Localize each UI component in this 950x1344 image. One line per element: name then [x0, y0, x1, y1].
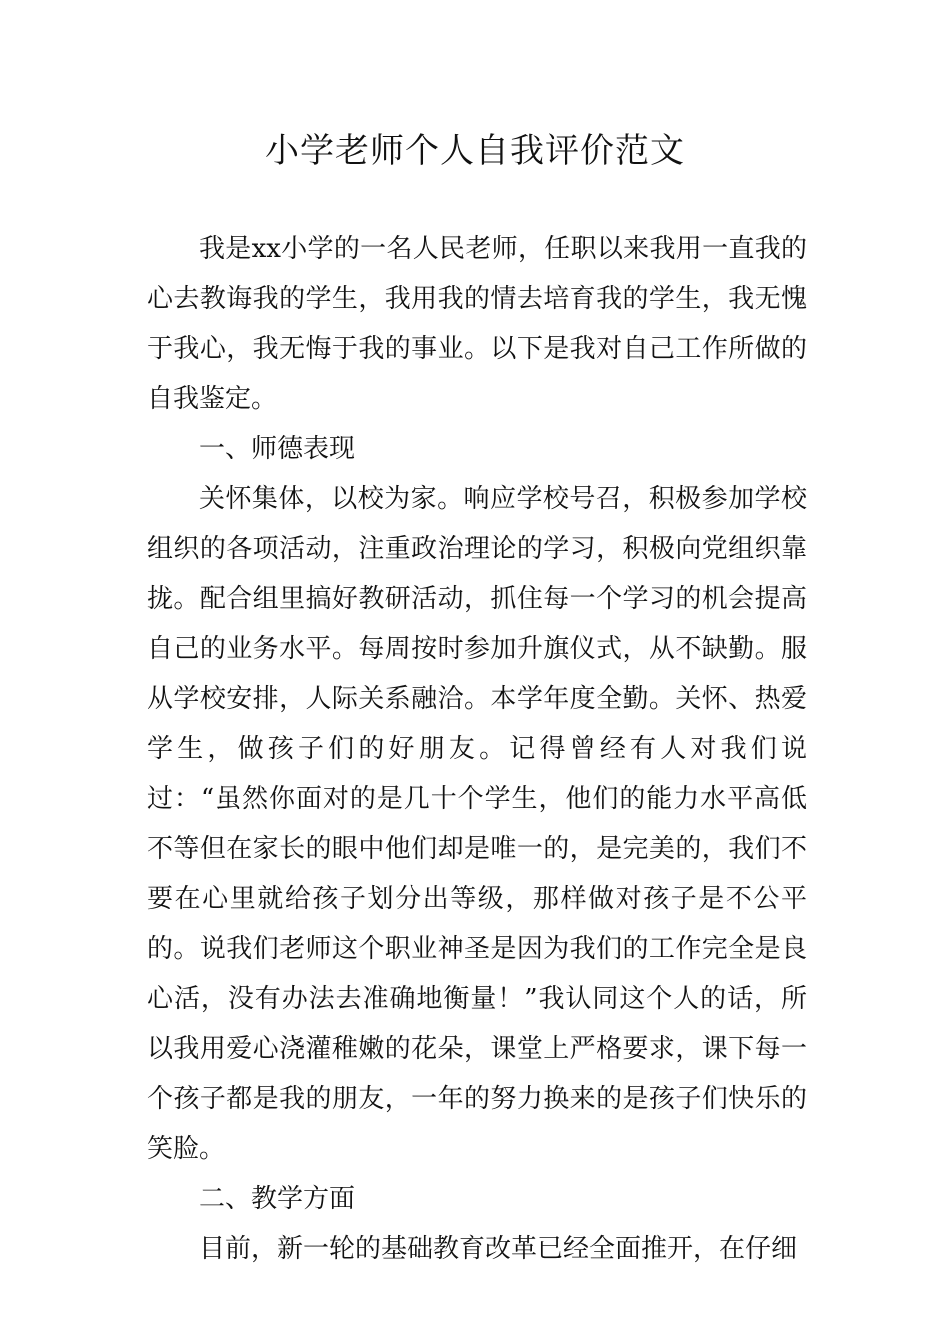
section-heading-ethics: 一、师德表现	[199, 434, 356, 464]
paragraph-teaching: 目前，新一轮的基础教育改革已经全面推开，在仔细	[199, 1234, 798, 1264]
document-title: 小学老师个人自我评价范文	[265, 131, 685, 171]
section-heading-teaching: 二、教学方面	[199, 1184, 356, 1214]
paragraph-intro: 我是xx小学的一名人民老师，任职以来我用一直我的心去教诲我的学生，我用我的情去培育我的学生，我无愧于我心，我无悔于我的事业。以下是我对自己工作所做的自我鉴定。	[147, 234, 807, 414]
paragraph-ethics: 关怀集体，以校为家。响应学校号召，积极参加学校组织的各项活动，注重政治理论的学习，积极向党组织靠拢。配合组里搞好教研活动，抓住每一个学习的机会提高自己的业务水平。每周按时参加升旗仪式，从不缺勤。服从学校安排，人际关系融洽。本学年度全勤。关怀、热爱学生，做孩子们的好朋友。记得曾经有人对我们说过：“虽然你面对的是几十个学生，他们的能力水平高低不等但在家长的眼中他们却是唯一的，是完美的，我们不要在心里就给孩子划分出等级，那样做对孩子是不公平的。说我们老师这个职业神圣是因为我们的工作完全是良心活，没有办法去准确地衡量！”我认同这个人的话，所以我用爱心浇灌稚嫩的花朵，课堂上严格要求，课下每一个孩子都是我的朋友，一年的努力换来的是孩子们快乐的笑脸。	[147, 484, 807, 1164]
document-body	[147, 224, 807, 1274]
